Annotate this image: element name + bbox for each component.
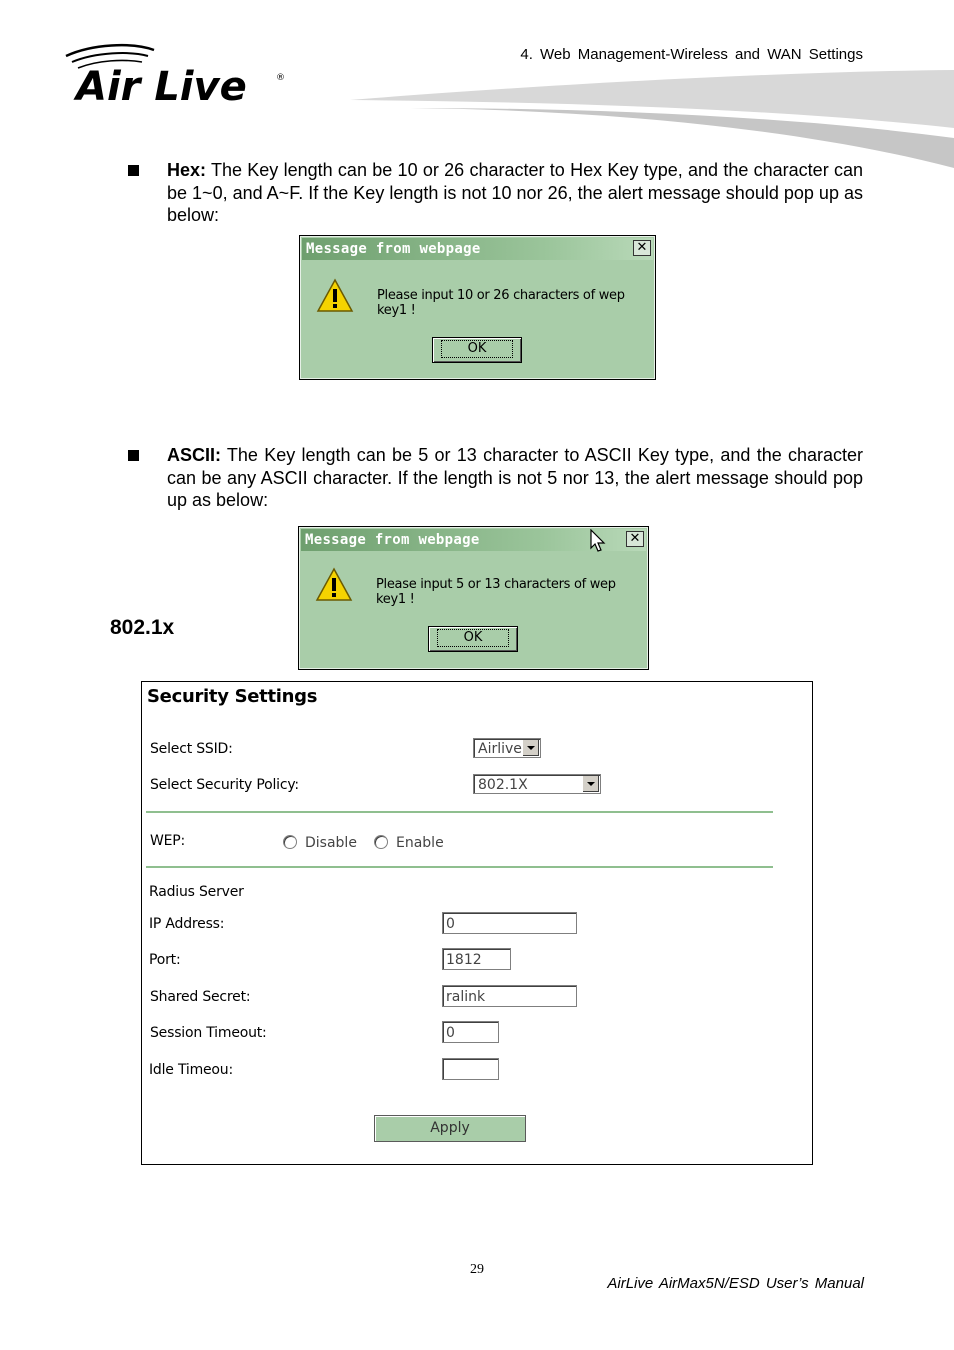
hex-paragraph — [167, 159, 863, 227]
ip-address-label: IP Address: — [149, 916, 225, 932]
session-timeout-input[interactable]: 0 — [442, 1021, 499, 1043]
bullet-ascii — [128, 450, 139, 461]
session-timeout-label: Session Timeout: — [150, 1025, 267, 1041]
bullet-hex — [128, 165, 139, 176]
dialog-message: Please input 5 or 13 characters of wep key1 ! — [376, 577, 616, 607]
port-label: Port: — [149, 952, 181, 968]
ascii-paragraph — [167, 444, 863, 512]
alert-dialog-ascii — [298, 526, 649, 670]
separator — [146, 811, 773, 813]
ok-label: OK — [441, 340, 514, 358]
airlive-logo — [62, 42, 292, 108]
section-title-8021x: 802.1x — [110, 616, 175, 639]
ip-address-input[interactable]: 0 — [442, 912, 577, 934]
chevron-down-icon[interactable] — [582, 776, 599, 792]
warning-icon — [316, 278, 354, 314]
wep-disable-radio[interactable] — [283, 835, 297, 849]
ok-button[interactable] — [428, 626, 518, 652]
dialog-title: Message from webpage — [302, 238, 653, 260]
separator — [146, 866, 773, 868]
wep-disable-label: Disable — [305, 835, 357, 851]
svg-text:Air Live: Air Live — [76, 64, 247, 108]
close-icon[interactable]: ✕ — [633, 240, 651, 256]
warning-icon — [315, 567, 353, 603]
wep-enable-radio[interactable] — [374, 835, 388, 849]
ascii-text: The Key length can be 5 or 13 character to ASCII Key type, and the character can be any ASCII character. If the length is not 5 nor 13, the alert message should pop up as below: — [167, 445, 863, 510]
idle-timeout-input[interactable] — [442, 1058, 499, 1080]
ok-button[interactable] — [432, 337, 522, 363]
chapter-heading: 4. Web Management-Wireless and WAN Settings — [520, 46, 863, 63]
alert-dialog-hex — [299, 235, 656, 380]
apply-button[interactable]: Apply — [374, 1115, 526, 1142]
shared-secret-label: Shared Secret: — [150, 989, 251, 1005]
dialog-title: Message from webpage — [301, 529, 646, 551]
hex-text: The Key length can be 10 or 26 character to Hex Key type, and the character can be 1~0, and A~F. If the Key length is not 10 nor 26, the alert message should pop up as below: — [167, 160, 863, 225]
ok-label: OK — [437, 629, 510, 647]
security-policy-select[interactable] — [473, 774, 601, 794]
chevron-down-icon[interactable] — [522, 740, 539, 756]
page-number: 29 — [470, 1262, 484, 1277]
idle-timeout-label: Idle Timeou: — [149, 1062, 233, 1078]
policy-label: Select Security Policy: — [150, 777, 299, 793]
ssid-label: Select SSID: — [150, 741, 233, 757]
svg-text:®: ® — [276, 73, 285, 83]
hex-term: Hex: — [167, 160, 207, 180]
panel-title: Security Settings — [147, 686, 318, 707]
wep-label: WEP: — [150, 833, 186, 849]
mouse-cursor-icon — [590, 529, 606, 553]
security-settings-panel — [141, 681, 813, 1165]
ssid-select[interactable] — [473, 738, 541, 758]
radius-heading: Radius Server — [149, 884, 244, 900]
port-input[interactable]: 1812 — [442, 948, 511, 970]
manual-footer: AirLive AirMax5N/ESD User’s Manual — [607, 1275, 864, 1292]
dialog-message: Please input 10 or 26 characters of wep key1 ! — [377, 288, 625, 318]
close-icon[interactable]: ✕ — [626, 531, 644, 547]
ssid-value: Airlive — [478, 741, 522, 757]
wep-enable-label: Enable — [396, 835, 444, 851]
ascii-term: ASCII: — [167, 445, 221, 465]
shared-secret-input[interactable]: ralink — [442, 985, 577, 1007]
policy-value: 802.1X — [478, 777, 528, 793]
